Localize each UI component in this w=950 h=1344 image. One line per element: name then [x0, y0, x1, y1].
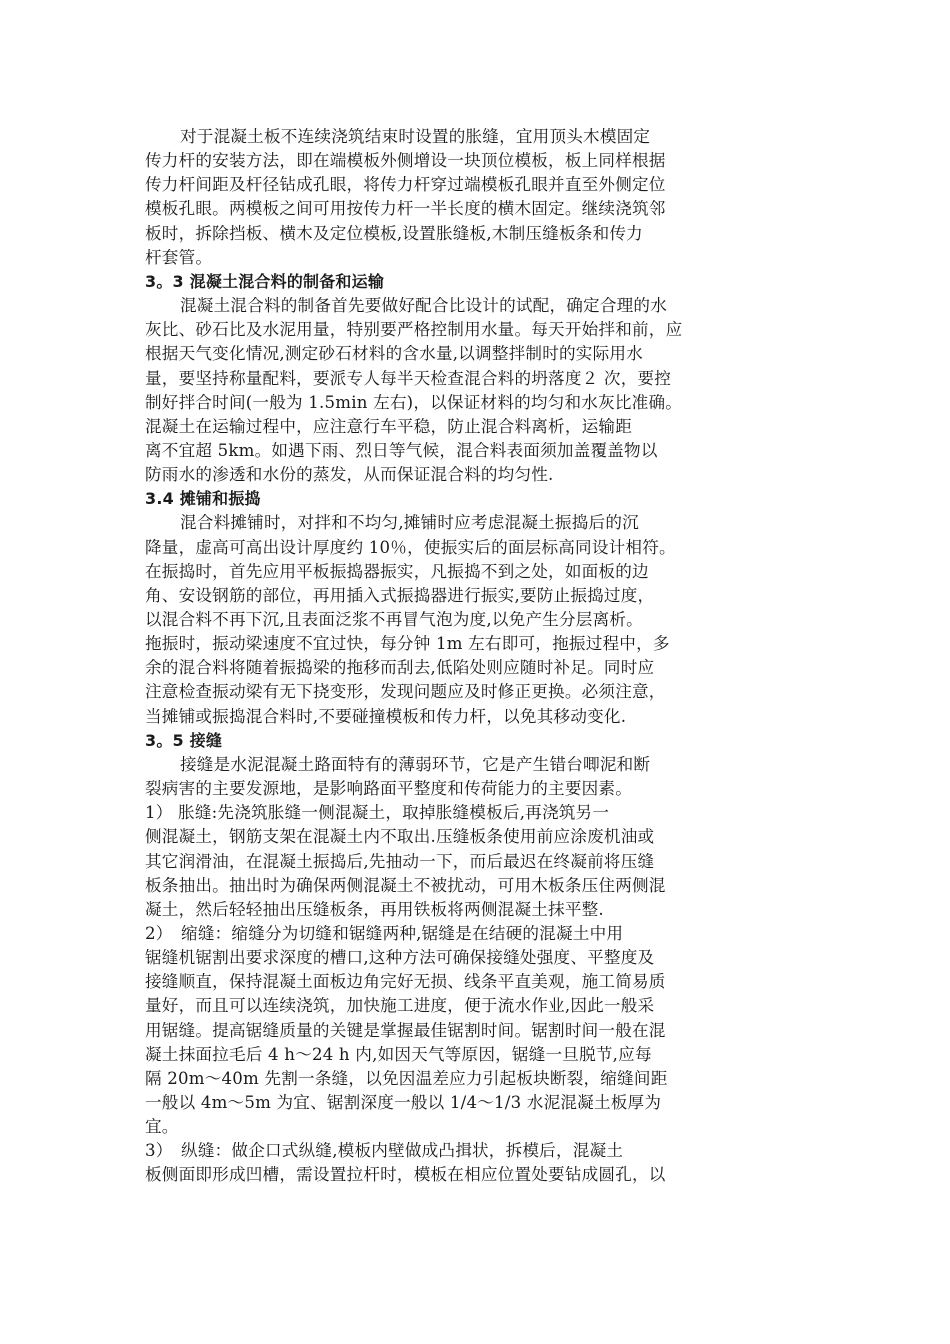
text-line: 接缝是水泥混凝土路面特有的薄弱环节，它是产生错台唧泥和断	[180, 754, 651, 774]
text-line: 余的混合料将随着振捣梁的拖移而刮去,低陷处则应随时补足。同时应	[145, 658, 655, 678]
text-line: 杆套管。	[145, 247, 213, 267]
text-line: 1） 胀缝:先浇筑胀缝一侧混凝土，取掉胀缝模板后,再浇筑另一	[145, 803, 610, 823]
section-heading: 3。3 混凝土混合料的制备和运输	[145, 271, 385, 291]
text-line: 根据天气变化情况,测定砂石材料的含水量,以调整拌制时的实际用水	[145, 344, 643, 364]
text-line: 传力杆的安装方法，即在端模板外侧增设一块顶位模板，板上同样根据	[145, 151, 666, 171]
text-line: 拖振时，振动梁速度不宜过快，每分钟 1m 左右即可，拖振过程中，多	[145, 634, 670, 654]
text-line: 3） 纵缝：做企口式纵缝,模板内壁做成凸揖状，拆模后，混凝土	[145, 1141, 624, 1161]
text-line: 混凝土在运输过程中，应注意行车平稳，防止混合料离析，运输距	[145, 416, 633, 436]
text-line: 注意检查振动梁有无下挠变形，发现问题应及时修正更换。必须注意，	[145, 682, 666, 702]
text-line: 板时，拆除挡板、横木及定位模板,设置胀缝板,木制压缝板条和传力	[145, 223, 643, 243]
text-line: 防雨水的渗透和水份的蒸发，从而保证混合料的均匀性.	[145, 465, 554, 485]
text-line: 板条抽出。抽出时为确保两侧混凝土不被扰动，可用木板条压住两侧混	[145, 875, 666, 895]
text-line: 混合料摊铺时，对拌和不均匀,摊铺时应考虑混凝土振捣后的沉	[180, 513, 639, 533]
section-heading: 3。5 接缝	[145, 730, 223, 750]
text-line: 在振捣时，首先应用平板振捣器振实，凡振捣不到之处，如面板的边	[145, 561, 649, 581]
text-line: 对于混凝土板不连续浇筑结束时设置的胀缝，宜用顶头木模固定	[180, 127, 651, 146]
text-line: 降量，虚高可高出设计厚度约 10％，使振实后的面层标高同设计相符。	[145, 537, 676, 557]
text-line: 侧混凝土，钢筋支架在混凝土内不取出.压缝板条使用前应涂废机油或	[145, 827, 655, 847]
text-line: 量，要坚持称量配料，要派专人每半天检查混合料的坍落度２ 次，要控	[145, 368, 672, 388]
text-line: 凝土，然后轻轻抽出压缝板条，再用铁板将两侧混凝土抹平整.	[145, 899, 604, 919]
text-line: 2） 缩缝：缩缝分为切缝和锯缝两种,锯缝是在结硬的混凝土中用	[145, 923, 624, 943]
text-line: 角、安设钢筋的部位，再用插入式振捣器进行振实,要防止振捣过度，	[145, 585, 655, 605]
section-heading: 3.4 摊铺和振捣	[145, 489, 261, 509]
text-line: 裂病害的主要发源地，是影响路面平整度和传荷能力的主要因素。	[145, 779, 633, 799]
text-line: 隔 20m～40m 先割一条缝，以免因温差应力引起板块断裂，缩缝间距	[145, 1068, 668, 1088]
text-line: 当摊铺或振捣混合料时,不要碰撞模板和传力杆，以免其移动变化.	[145, 706, 627, 726]
text-line: 板侧面即形成凹槽，需设置拉杆时，模板在相应位置处要钻成圆孔，以	[145, 1165, 666, 1185]
text-line: 以混合料不再下沉,且表面泛浆不再冒气泡为度,以免产生分层离析。	[145, 610, 643, 629]
text-line: 模板孔眼。两模板之间可用按传力杆一半长度的横木固定。继续浇筑邻	[145, 199, 666, 219]
text-line: 混凝土混合料的制备首先要做好配合比设计的试配，确定合理的水	[180, 296, 668, 316]
text-line: 灰比、砂石比及水泥用量，特别要严格控制用水量。每天开始拌和前，应	[145, 320, 683, 340]
text-line: 宜。	[145, 1117, 179, 1137]
text-line: 锯缝机锯割出要求深度的槽口,这种方法可确保接缝处强度、平整度及	[145, 948, 655, 968]
text-line: 一般以 4m～5m 为宜、锯割深度一般以 1/4～1/3 水泥混凝土板厚为	[145, 1093, 662, 1112]
text-line: 用锯缝。提高锯缝质量的关键是掌握最佳锯割时间。锯割时间一般在混	[145, 1020, 666, 1040]
text-line: 其它润滑油，在混凝土振捣后,先抽动一下，而后最迟在终凝前将压缝	[145, 851, 655, 871]
text-line: 离不宜超 5km。如遇下雨、烈日等气候，混合料表面须加盖覆盖物以	[145, 440, 658, 460]
text-line: 传力杆间距及杆径钻成孔眼，将传力杆穿过端模板孔眼并直至外侧定位	[145, 175, 666, 195]
text-line: 制好拌合时间(一般为 1.5min 左右)，以保证材料的均匀和水灰比准确。	[145, 392, 683, 412]
text-line: 量好，而且可以连续浇筑，加快施工进度，便于流水作业,因此一般采	[145, 996, 655, 1016]
text-line: 接缝顺直，保持混凝土面板边角完好无损、线条平直美观，施工简易质	[145, 972, 666, 992]
text-line: 凝土抹面拉毛后 4 h～24 h 内,如因天气等原因，锯缝一旦脱节,应每	[145, 1044, 652, 1064]
